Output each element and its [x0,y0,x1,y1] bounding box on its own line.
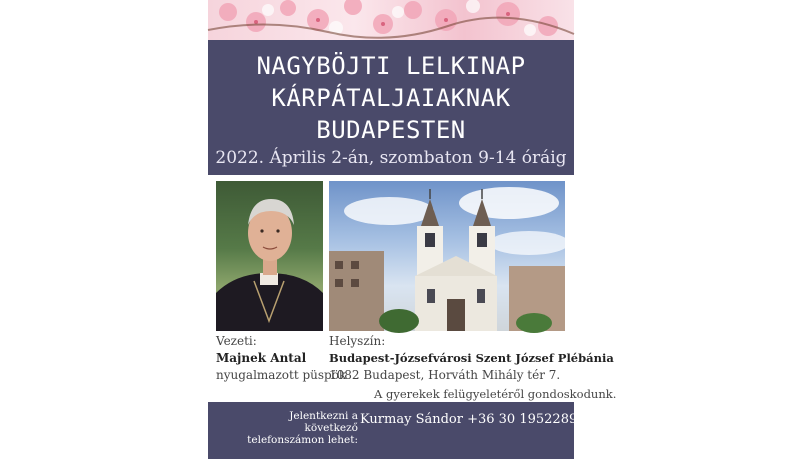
title-line-3: BUDAPESTEN [316,116,466,144]
title-band [208,40,574,175]
event-date: 2022. Április 2-án, szombaton 9-14 óráig [215,148,567,168]
childcare-note: A gyerekek felügyeletéről gondoskodunk. [374,387,617,401]
contact-phone: Kurmay Sándor +36 30 1952289 [360,412,578,427]
leader-name: Majnek Antal [216,351,307,365]
bishop-photo [216,181,323,331]
blossom-illustration [208,0,574,40]
contact-instructions [238,410,358,446]
venue-address: 1082 Budapest, Horváth Mihály tér 7. [329,368,561,382]
leader-label: Vezeti: [216,334,257,348]
venue-name: Budapest-Józsefvárosi Szent József Plébánia [329,351,614,365]
church-photo [329,181,565,331]
title-line-1: NAGYBÖJTI LELKINAP [256,52,526,80]
contact-line-1: Jelentkezni a következő [289,410,358,434]
cherry-blossom-banner [208,0,574,40]
leader-role: nyugalmazott püspök [216,368,347,382]
venue-label: Helyszín: [329,334,386,348]
title-line-2: KÁRPÁTALJAIAKNAK [271,84,511,112]
contact-line-2: telefonszámon lehet: [247,434,358,446]
poster [208,0,617,459]
contact-band [208,402,578,459]
